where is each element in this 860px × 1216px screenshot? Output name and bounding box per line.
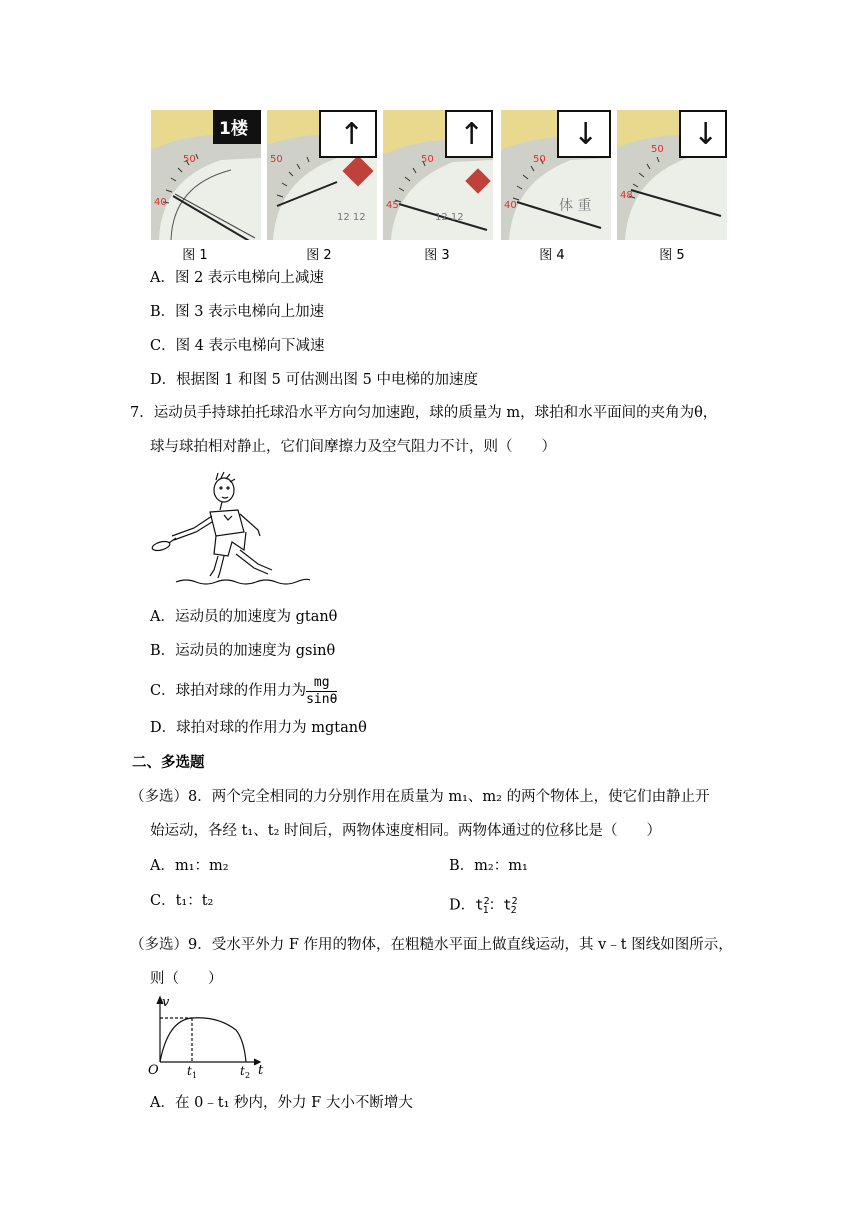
scale-figure-4 (501, 110, 611, 240)
figure-caption-2: 图 2 (306, 248, 332, 263)
vt-graph-svg (146, 994, 266, 1078)
sign-text: 1楼 (219, 119, 248, 139)
tick-label: 50 (651, 144, 664, 155)
figure-caption-1: 图 1 (182, 248, 208, 263)
fraction-numerator: mg (306, 676, 337, 692)
q8-stem-line1: （多选）8．两个完全相同的力分别作用在质量为 m₁、m₂ 的两个物体上，使它们由静止开 (130, 789, 710, 805)
q9-stem-line1: （多选）9．受水平外力 F 作用的物体，在粗糙水平面上做直线运动，其 v﹣t 图线如图所示， (130, 937, 733, 953)
q8-option-b: B．m₂：m₁ (449, 858, 528, 874)
superscript: 2 (483, 896, 490, 907)
scale-photo-1 (151, 110, 261, 240)
q9-option-a: A．在 0﹣t₁ 秒内，外力 F 大小不断增大 (150, 1095, 413, 1111)
runner-illustration (148, 470, 310, 588)
arrow-up-icon: ↑ (339, 117, 365, 152)
tick-label: 50 (270, 154, 283, 165)
q8-stem-line2: 始运动，各经 t₁、t₂ 时间后，两物体速度相同。两物体通过的位移比是（ ） (150, 823, 661, 839)
superscript: 2 (511, 896, 518, 907)
t-symbol: t (503, 897, 512, 914)
q7-option-c-text: C．球拍对球的作用力为 (150, 683, 307, 699)
t2-squared (503, 889, 517, 924)
scale-small-text: 12 12 (337, 212, 366, 223)
scale-figure-1 (151, 110, 261, 240)
fraction-mg-over-sin (306, 676, 337, 707)
t2-subscript: 2 (245, 1071, 251, 1078)
q7-option-a: A．运动员的加速度为 gtanθ (150, 609, 338, 625)
q8-option-a: A．m₁：m₂ (150, 858, 229, 874)
subscript: 2 (510, 905, 517, 917)
arrow-down-icon: ↓ (573, 117, 599, 152)
scale-photo-2 (267, 110, 377, 240)
scale-photo-3 (383, 110, 493, 240)
tick-label: 40 (504, 200, 517, 211)
t1-subscript: 1 (192, 1071, 198, 1078)
scale-photo-5 (617, 110, 727, 240)
tick-label: 50 (183, 154, 196, 165)
q9-stem-line2: 则（ ） (150, 971, 223, 987)
section-title: 二、多选题 (132, 755, 205, 771)
scale-figure-2 (267, 110, 377, 240)
tick-label: 40 (154, 197, 167, 208)
scale-photo-4 (501, 110, 611, 240)
scale-brand-text: 体 重 (559, 198, 592, 214)
q7-stem-line2: 球与球拍相对静止，它们间摩擦力及空气阻力不计，则（ ） (150, 439, 556, 455)
runner-with-racket-icon (148, 470, 310, 588)
t1-squared (475, 889, 489, 924)
scale-figure-5 (617, 110, 727, 240)
q8-option-d-label: D． (449, 897, 476, 914)
figure-caption-5: 图 5 (659, 248, 685, 263)
q8-option-c: C．t₁：t₂ (150, 893, 214, 909)
t1-label: t (187, 1064, 192, 1078)
scale-figure-3 (383, 110, 493, 240)
q7-option-b: B．运动员的加速度为 gsinθ (150, 643, 336, 659)
t2-label: t (240, 1064, 245, 1078)
scale-small-text: 12 12 (435, 212, 464, 223)
tick-label: 45 (386, 200, 399, 211)
tick-label: 50 (421, 154, 434, 165)
q6-option-c: C．图 4 表示电梯向下减速 (150, 338, 325, 354)
figure-caption-4: 图 4 (539, 248, 565, 263)
tick-label: 48 (620, 190, 633, 201)
ratio-separator: ： (488, 897, 504, 914)
q7-option-d: D．球拍对球的作用力为 mgtanθ (150, 720, 367, 736)
q6-option-d: D．根据图 1 和图 5 可估测出图 5 中电梯的加速度 (150, 372, 478, 388)
q7-stem-line1: 7．运动员手持球拍托球沿水平方向匀加速跑，球的质量为 m，球拍和水平面间的夹角为θ， (130, 405, 718, 421)
arrow-up-icon: ↑ (459, 117, 485, 152)
figure-caption-3: 图 3 (424, 248, 450, 263)
t-axis-label: t (258, 1063, 264, 1078)
subscript: 1 (482, 905, 489, 917)
arrow-down-icon: ↓ (693, 117, 719, 152)
v-axis-label: v (162, 995, 170, 1010)
tick-label: 50 (533, 154, 546, 165)
t-symbol: t (475, 897, 484, 914)
q8-option-d (449, 889, 517, 924)
q7-option-c (150, 675, 337, 707)
fraction-denominator: sinθ (306, 691, 338, 707)
q6-option-a: A．图 2 表示电梯向上减速 (150, 270, 324, 286)
q6-option-b: B．图 3 表示电梯向上加速 (150, 304, 325, 320)
origin-label: O (148, 1063, 159, 1078)
vt-graph (146, 994, 266, 1078)
